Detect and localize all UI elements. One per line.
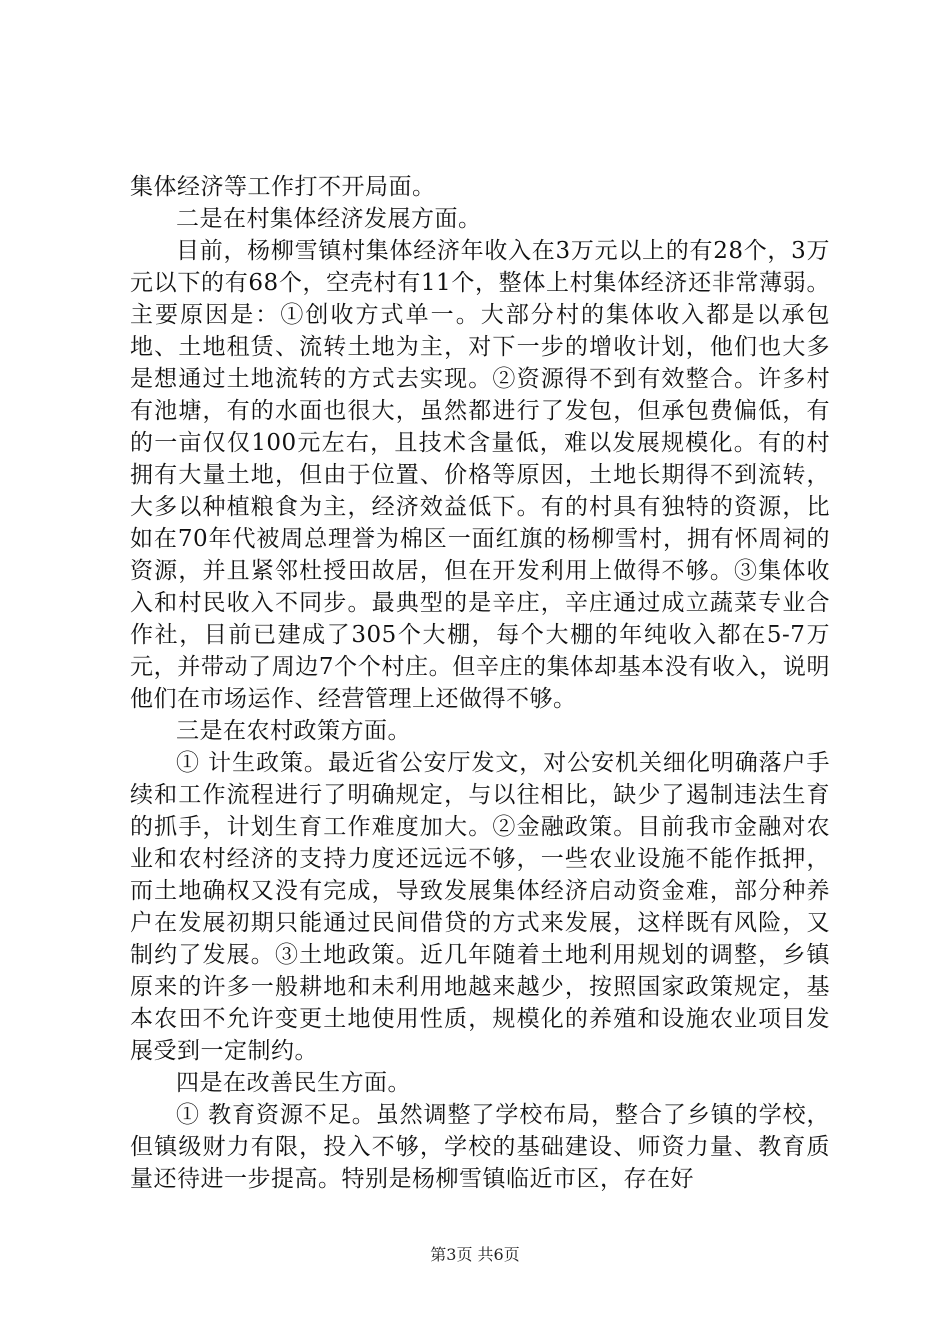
document-body [130, 171, 830, 1195]
paragraph-5: ① 计生政策。最近省公安厅发文，对公安机关细化明确落户手续和工作流程进行了明确规定，与以往相比，缺少了遏制违法生育的抓手，计划生育工作难度加大。②金融政策。目前我市金融对农业和农村经济的支持力度还远远不够，一些农业设施不能作抵押，而土地确权又没有完成，导致发展集体经济启动资金难，部分种养户在发展初期只能通过民间借贷的方式来发展，这样既有风险，又制约了发展。③土地政策。近几年随着土地利用规划的调整，乡镇原来的许多一般耕地和未利用地越来越少，按照国家政策规定，基本农田不允许变更土地使用性质，规模化的养殖和设施农业项目发展受到一定制约。 [130, 750, 830, 1064]
paragraph-6-heading: 四是在改善民生方面。 [176, 1070, 411, 1096]
paragraph-2-heading: 二是在村集体经济发展方面。 [176, 206, 482, 232]
paragraph-4-heading: 三是在农村政策方面。 [176, 718, 411, 744]
paragraph-1: 集体经济等工作打不开局面。 [130, 174, 436, 200]
page-number-footer: 第3页 共6页 [430, 1245, 520, 1264]
paragraph-3: 目前，杨柳雪镇村集体经济年收入在3万元以上的有28个，3万元以下的有68个，空壳村有11个，整体上村集体经济还非常薄弱。主要原因是：①创收方式单一。大部分村的集体收入都是以承包地、土地租赁、流转土地为主，对下一步的增收计划，他们也大多是想通过土地流转的方式去实现。②资源得不到有效整合。许多村有池塘，有的水面也很大，虽然都进行了发包，但承包费偏低，有的一亩仅仅100元左右，且技术含量低，难以发展规模化。有的村拥有大量土地，但由于位置、价格等原因，土地长期得不到流转，大多以种植粮食为主，经济效益低下。有的村具有独特的资源，比如在70年代被周总理誉为棉区一面红旗的杨柳雪村，拥有怀周祠的资源，并且紧邻杜授田故居，但在开发利用上做得不够。③集体收入和村民收入不同步。最典型的是辛庄，辛庄通过成立蔬菜专业合作社，目前已建成了305个大棚，每个大棚的年纯收入都在5-7万元，并带动了周边7个个村庄。但辛庄的集体却基本没有收入，说明他们在市场运作、经营管理上还做得不够。 [130, 238, 830, 712]
paragraph-7: ① 教育资源不足。虽然调整了学校布局，整合了乡镇的学校，但镇级财力有限，投入不够，学校的基础建设、师资力量、教育质量还待进一步提高。特别是杨柳雪镇临近市区，存在好 [130, 1102, 830, 1192]
